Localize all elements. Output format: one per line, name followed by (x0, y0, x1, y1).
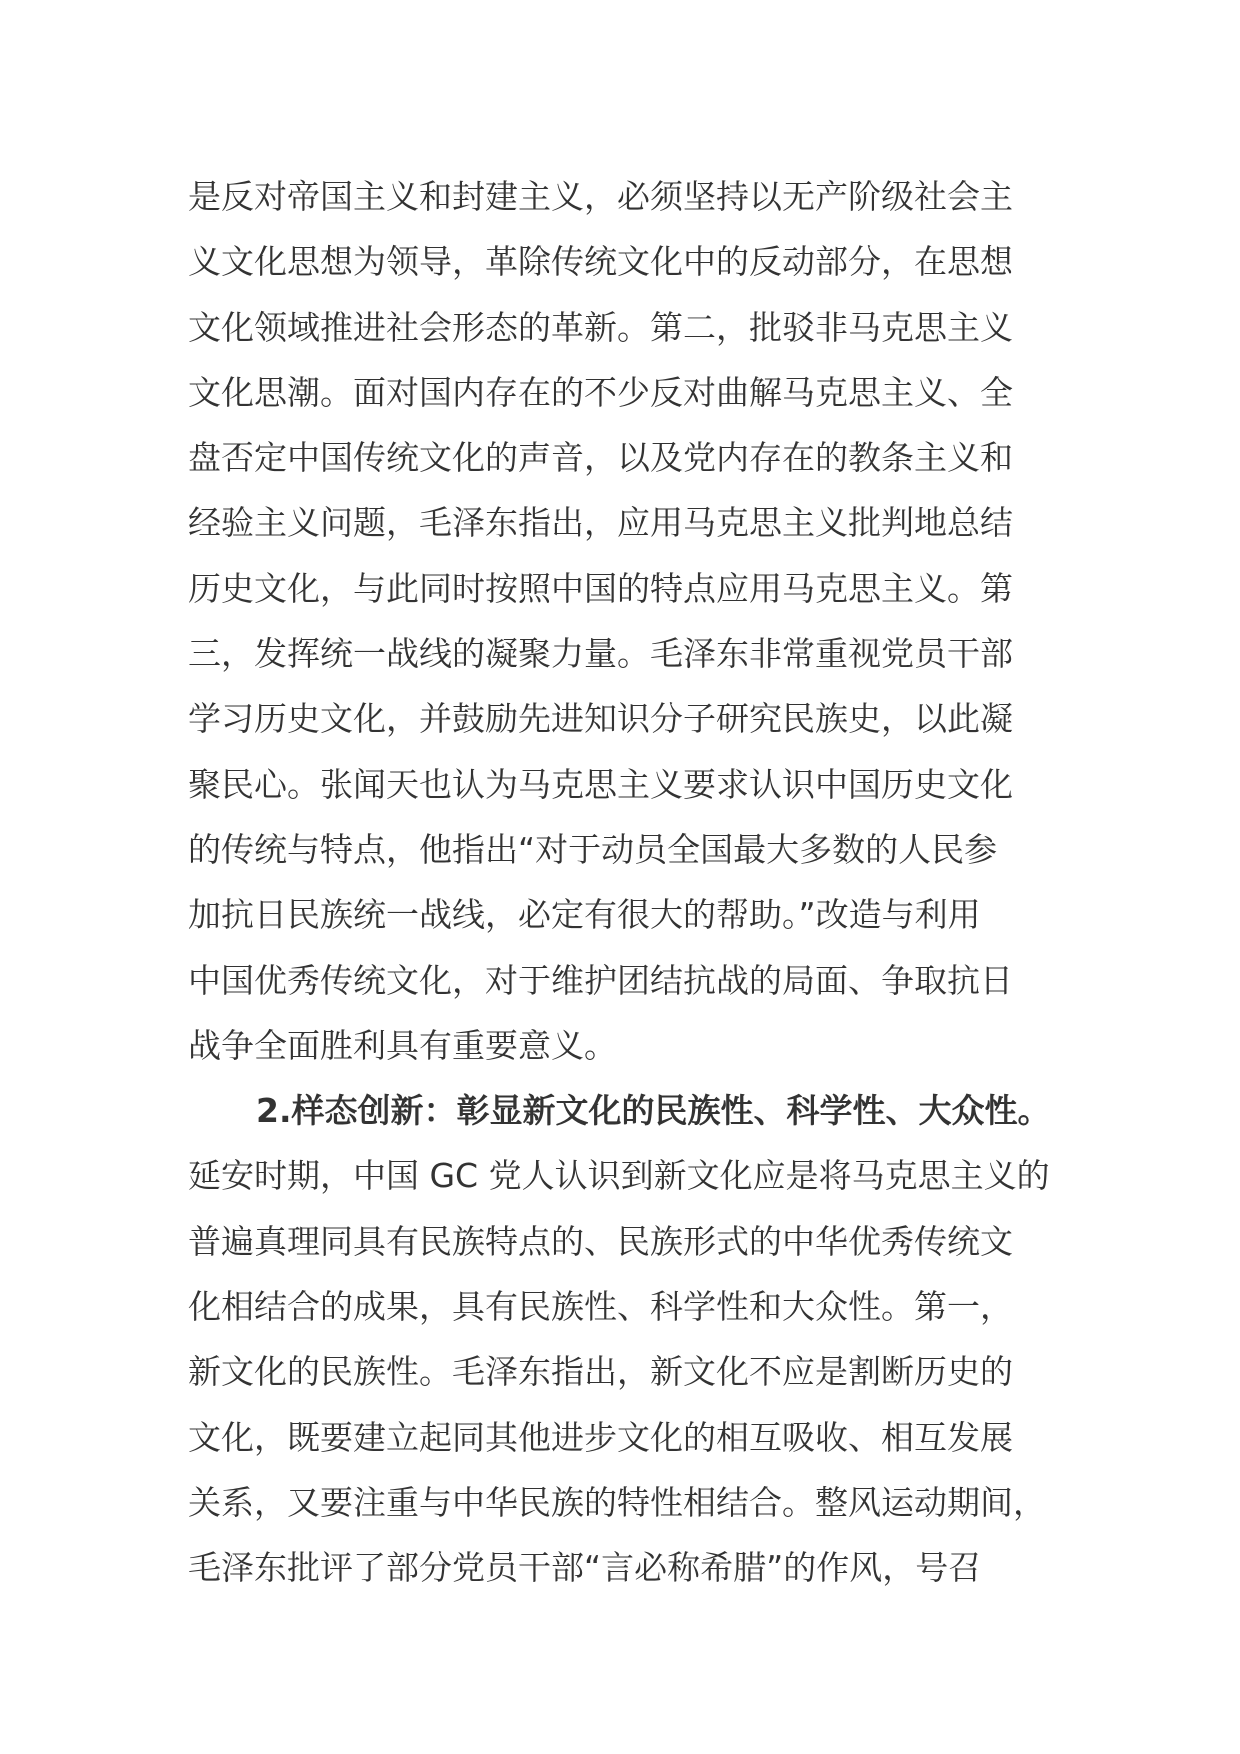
text-line: 延安时期，中国 GC 党人认识到新文化应是将马克思主义的 (188, 1156, 1050, 1196)
text-line: 文化思潮。面对国内存在的不少反对曲解马克思主义、全 (188, 372, 1013, 412)
text-line: 化相结合的成果，具有民族性、科学性和大众性。第一， (188, 1287, 1013, 1327)
text-line: 中国优秀传统文化，对于维护团结抗战的局面、争取抗日 (188, 960, 1013, 1000)
text-line: 文化，既要建立起同其他进步文化的相互吸收、相互发展 (188, 1417, 1013, 1457)
text-line: 战争全面胜利具有重要意义。 (188, 1025, 617, 1065)
text-line: 义文化思想为领导，革除传统文化中的反动部分，在思想 (188, 242, 1013, 282)
body-text (188, 164, 1068, 1601)
text-line: 是反对帝国主义和封建主义，必须坚持以无产阶级社会主 (188, 177, 1013, 216)
text-line: 经验主义问题，毛泽东指出，应用马克思主义批判地总结 (188, 503, 1013, 543)
text-line: 关系，又要注重与中华民族的特性相结合。整风运动期间， (188, 1482, 1046, 1522)
text-line: 盘否定中国传统文化的声音，以及党内存在的教条主义和 (188, 438, 1013, 478)
text-line: 历史文化，与此同时按照中国的特点应用马克思主义。第 (188, 568, 1013, 608)
text-line: 毛泽东批评了部分党员干部“言必称希腊”的作风，号召 (188, 1548, 982, 1588)
text-line: 学习历史文化，并鼓励先进知识分子研究民族史，以此凝 (188, 699, 1013, 739)
text-line: 文化领域推进社会形态的革新。第二，批驳非马克思主义 (188, 307, 1013, 347)
text-line: 的传统与特点，他指出“对于动员全国最大多数的人民参 (188, 829, 998, 869)
text-line: 加抗日民族统一战线，必定有很大的帮助。”改造与利用 (188, 895, 981, 935)
text-line: 三，发挥统一战线的凝聚力量。毛泽东非常重视党员干部 (188, 634, 1013, 674)
text-line: 聚民心。张闻天也认为马克思主义要求认识中国历史文化 (188, 764, 1013, 804)
section-heading: 2.样态创新：彰显新文化的民族性、科学性、大众性。 (256, 1091, 1051, 1131)
text-line: 新文化的民族性。毛泽东指出，新文化不应是割断历史的 (188, 1352, 1013, 1392)
text-line: 普遍真理同具有民族特点的、民族形式的中华优秀传统文 (188, 1221, 1013, 1261)
